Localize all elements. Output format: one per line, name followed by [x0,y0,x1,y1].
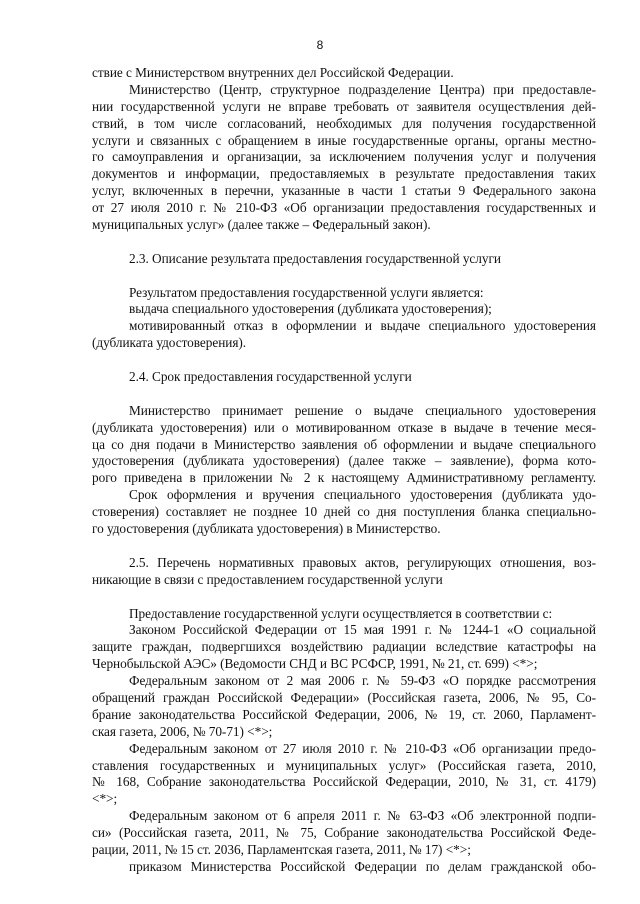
text-line: услуги и связанных с обращением в иные государственные органы, органы местно- [92,132,596,148]
text-line: брание законодательства Российской Федерации, 2006, № 19, ст. 2060, Парламент- [92,706,596,722]
text-line: ская газета, 2006, № 70-71) <*>; [92,723,273,739]
paragraph-decision-term [92,403,596,487]
paragraph-law-59-fz [92,673,596,741]
text-line: от 27 июля 2010 г. № 210-ФЗ «Об организации предоставления государственных и [92,200,596,216]
text-line: стоверения) составляет не позднее 10 дней со дня поступления бланка специально- [92,504,596,520]
text-line: ставления государственных и муниципальных услуг» (Российская газета, 2010, [92,757,596,773]
text-line: рого приведена в приложении № 2 к настоящему Административному регламенту. [92,470,596,486]
text-line: защите граждан, подвергшихся воздействию радиации вследствие катастрофы на [92,639,596,655]
text-line: Федеральным законом от 6 апреля 2011 г. № 63-ФЗ «Об электронной подпи- [129,808,596,824]
text-line: го удостоверения (дубликата удостоверения) в Министерство. [92,521,441,537]
text-line: ствие с Министерством внутренних дел Российской Федерации. [92,65,454,80]
paragraph-law-210-fz [92,741,596,809]
text-line: Министерство (Центр, структурное подразделение Центра) при предоставле- [129,81,596,97]
text-line: ца со дня подачи в Министерство заявления об оформлении и выдаче специального [92,436,596,452]
text-line: рации, 2011, № 15 ст. 2036, Парламентская газета, 2011, № 17) <*>; [92,841,471,857]
text-line: (дубликата удостоверения) или о мотивированном отказе в выдаче в течение меся- [92,419,596,435]
text-line: услуг, включенных в перечни, указанные в части 1 статьи 9 Федерального закона [92,183,596,199]
paragraph-issuance-term [92,487,596,538]
text-line: (дубликата удостоверения). [92,335,247,351]
text-line: выдача специального удостоверения (дубликата удостоверения); [129,301,492,317]
text-line: Законом Российской Федерации от 15 мая 1991 г. № 1244-1 «О социальной [129,622,596,638]
text-line: си» (Российская газета, 2011, № 75, Собрание законодательства Российской Феде- [92,825,596,841]
text-line: № 168, Собрание законодательства Российской Федерации, 2010, № 31, ст. 4179) [92,774,596,790]
text-line: муниципальных услуг» (далее также – Федеральный закон). [92,217,431,233]
text-line: Срок оформления и вручения специального удостоверения (дубликата удо- [129,487,596,503]
section-heading-2-4: 2.4. Срок предоставления государственной услуги [129,369,412,385]
paragraph-result [92,285,596,353]
text-line: Министерство принимает решение о выдаче специального удостоверения [129,402,596,418]
text-line: документов и информации, предоставляемых в результате предоставления таких [92,166,596,182]
text-line: го самоуправления и организации, за исключением получения услуг и получения [92,149,596,165]
text-line: приказом Министерства Российской Федерации по делам гражданской обо- [129,858,596,874]
section-heading-2-3: 2.3. Описание результата предоставления государственной услуги [129,250,501,266]
text-line: нии государственной услуги не вправе требовать от заявителя осуществления дей- [92,98,596,114]
paragraph-continuation [92,65,596,82]
text-line: никающие в связи с предоставлением государственной услуги [92,571,443,587]
text-line: удостоверения (дубликата удостоверения) (далее также – заявление), форма кото- [92,453,596,469]
text-line: 2.5. Перечень нормативных правовых актов, регулирующих отношения, воз- [129,554,596,570]
text-line: Результатом предоставления государственной услуги является: [129,284,484,300]
page-number: 8 [316,38,324,52]
text-line: ствий, в том числе согласований, необходимых для получения государственной [92,115,596,131]
paragraph-order-mchs [92,859,596,876]
document-body [92,65,596,876]
text-line: Федеральным законом от 2 мая 2006 г. № 59-ФЗ «О порядке рассмотрения [129,673,596,689]
paragraph-legal-basis-intro: Предоставление государственной услуги осуществляется в соответствии с: [129,605,553,621]
paragraph-law-63-fz [92,808,596,859]
paragraph-ministry-restrictions [92,82,596,234]
text-line: обращений граждан Российской Федерации» (Российская газета, 2006, № 95, Со- [92,689,596,705]
section-heading-2-5 [92,555,596,589]
text-line: мотивированный отказ в оформлении и выдаче специального удостоверения [129,318,596,334]
text-line: Федеральным законом от 27 июля 2010 г. № 210-ФЗ «Об организации предо- [129,740,596,756]
text-line: <*>; [92,791,118,807]
text-line: Чернобыльской АЭС» (Ведомости СНД и ВС РСФСР, 1991, № 21, ст. 699) <*>; [92,656,538,672]
paragraph-law-1244-1 [92,622,596,673]
